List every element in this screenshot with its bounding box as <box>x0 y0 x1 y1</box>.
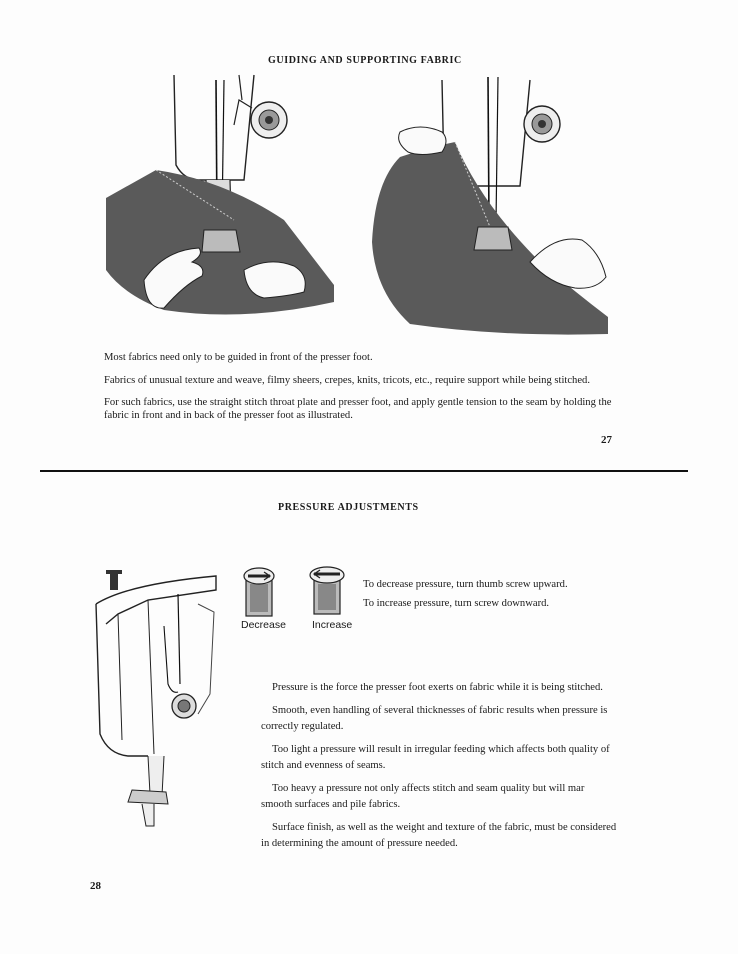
page-number-27: 27 <box>601 434 612 446</box>
increase-label: Increase <box>312 619 353 631</box>
increase-knob-icon <box>308 566 346 616</box>
instruction-increase: To increase pressure, turn screw downward. <box>363 597 550 609</box>
paragraph: Too heavy a pressure not only affects stitch and seam quality but will mar smooth surfaces and pile fabrics. <box>261 782 585 810</box>
pressure-instructions <box>363 579 623 610</box>
guiding-fabric-illustration <box>104 70 336 332</box>
paragraph: Most fabrics need only to be guided in front of the presser foot. <box>104 352 373 363</box>
paragraph: Smooth, even handling of several thicknesses of fabric results when pressure is correctly regulated. <box>261 704 608 732</box>
page-number-28: 28 <box>90 880 101 892</box>
page-28-text <box>261 680 617 853</box>
page-27-text <box>104 352 616 422</box>
page-27-heading: GUIDING AND SUPPORTING FABRIC <box>268 55 462 66</box>
page-28-heading: PRESSURE ADJUSTMENTS <box>278 502 419 513</box>
machine-head-illustration <box>88 564 220 832</box>
decrease-label: Decrease <box>241 619 286 631</box>
paragraph: Pressure is the force the presser foot exerts on fabric while it is being stitched. <box>272 682 603 693</box>
decrease-knob-icon <box>242 566 276 618</box>
paragraph: Too light a pressure will result in irregular feeding which affects both quality of stitch and evenness of seams. <box>261 743 610 771</box>
paragraph: Fabrics of unusual texture and weave, filmy sheers, crepes, knits, tricots, etc., require support while being stitched. <box>104 374 590 386</box>
instruction-decrease: To decrease pressure, turn thumb screw upward. <box>363 579 568 590</box>
supporting-fabric-illustration <box>370 62 610 340</box>
page-divider <box>40 470 688 472</box>
paragraph: For such fabrics, use the straight stitch throat plate and presser foot, and apply gentle tension to the seam by holding the fabric in front and in back of the presser foot as illustrated. <box>104 397 612 421</box>
paragraph: Surface finish, as well as the weight and texture of the fabric, must be considered in determining the amount of pressure needed. <box>261 821 617 849</box>
